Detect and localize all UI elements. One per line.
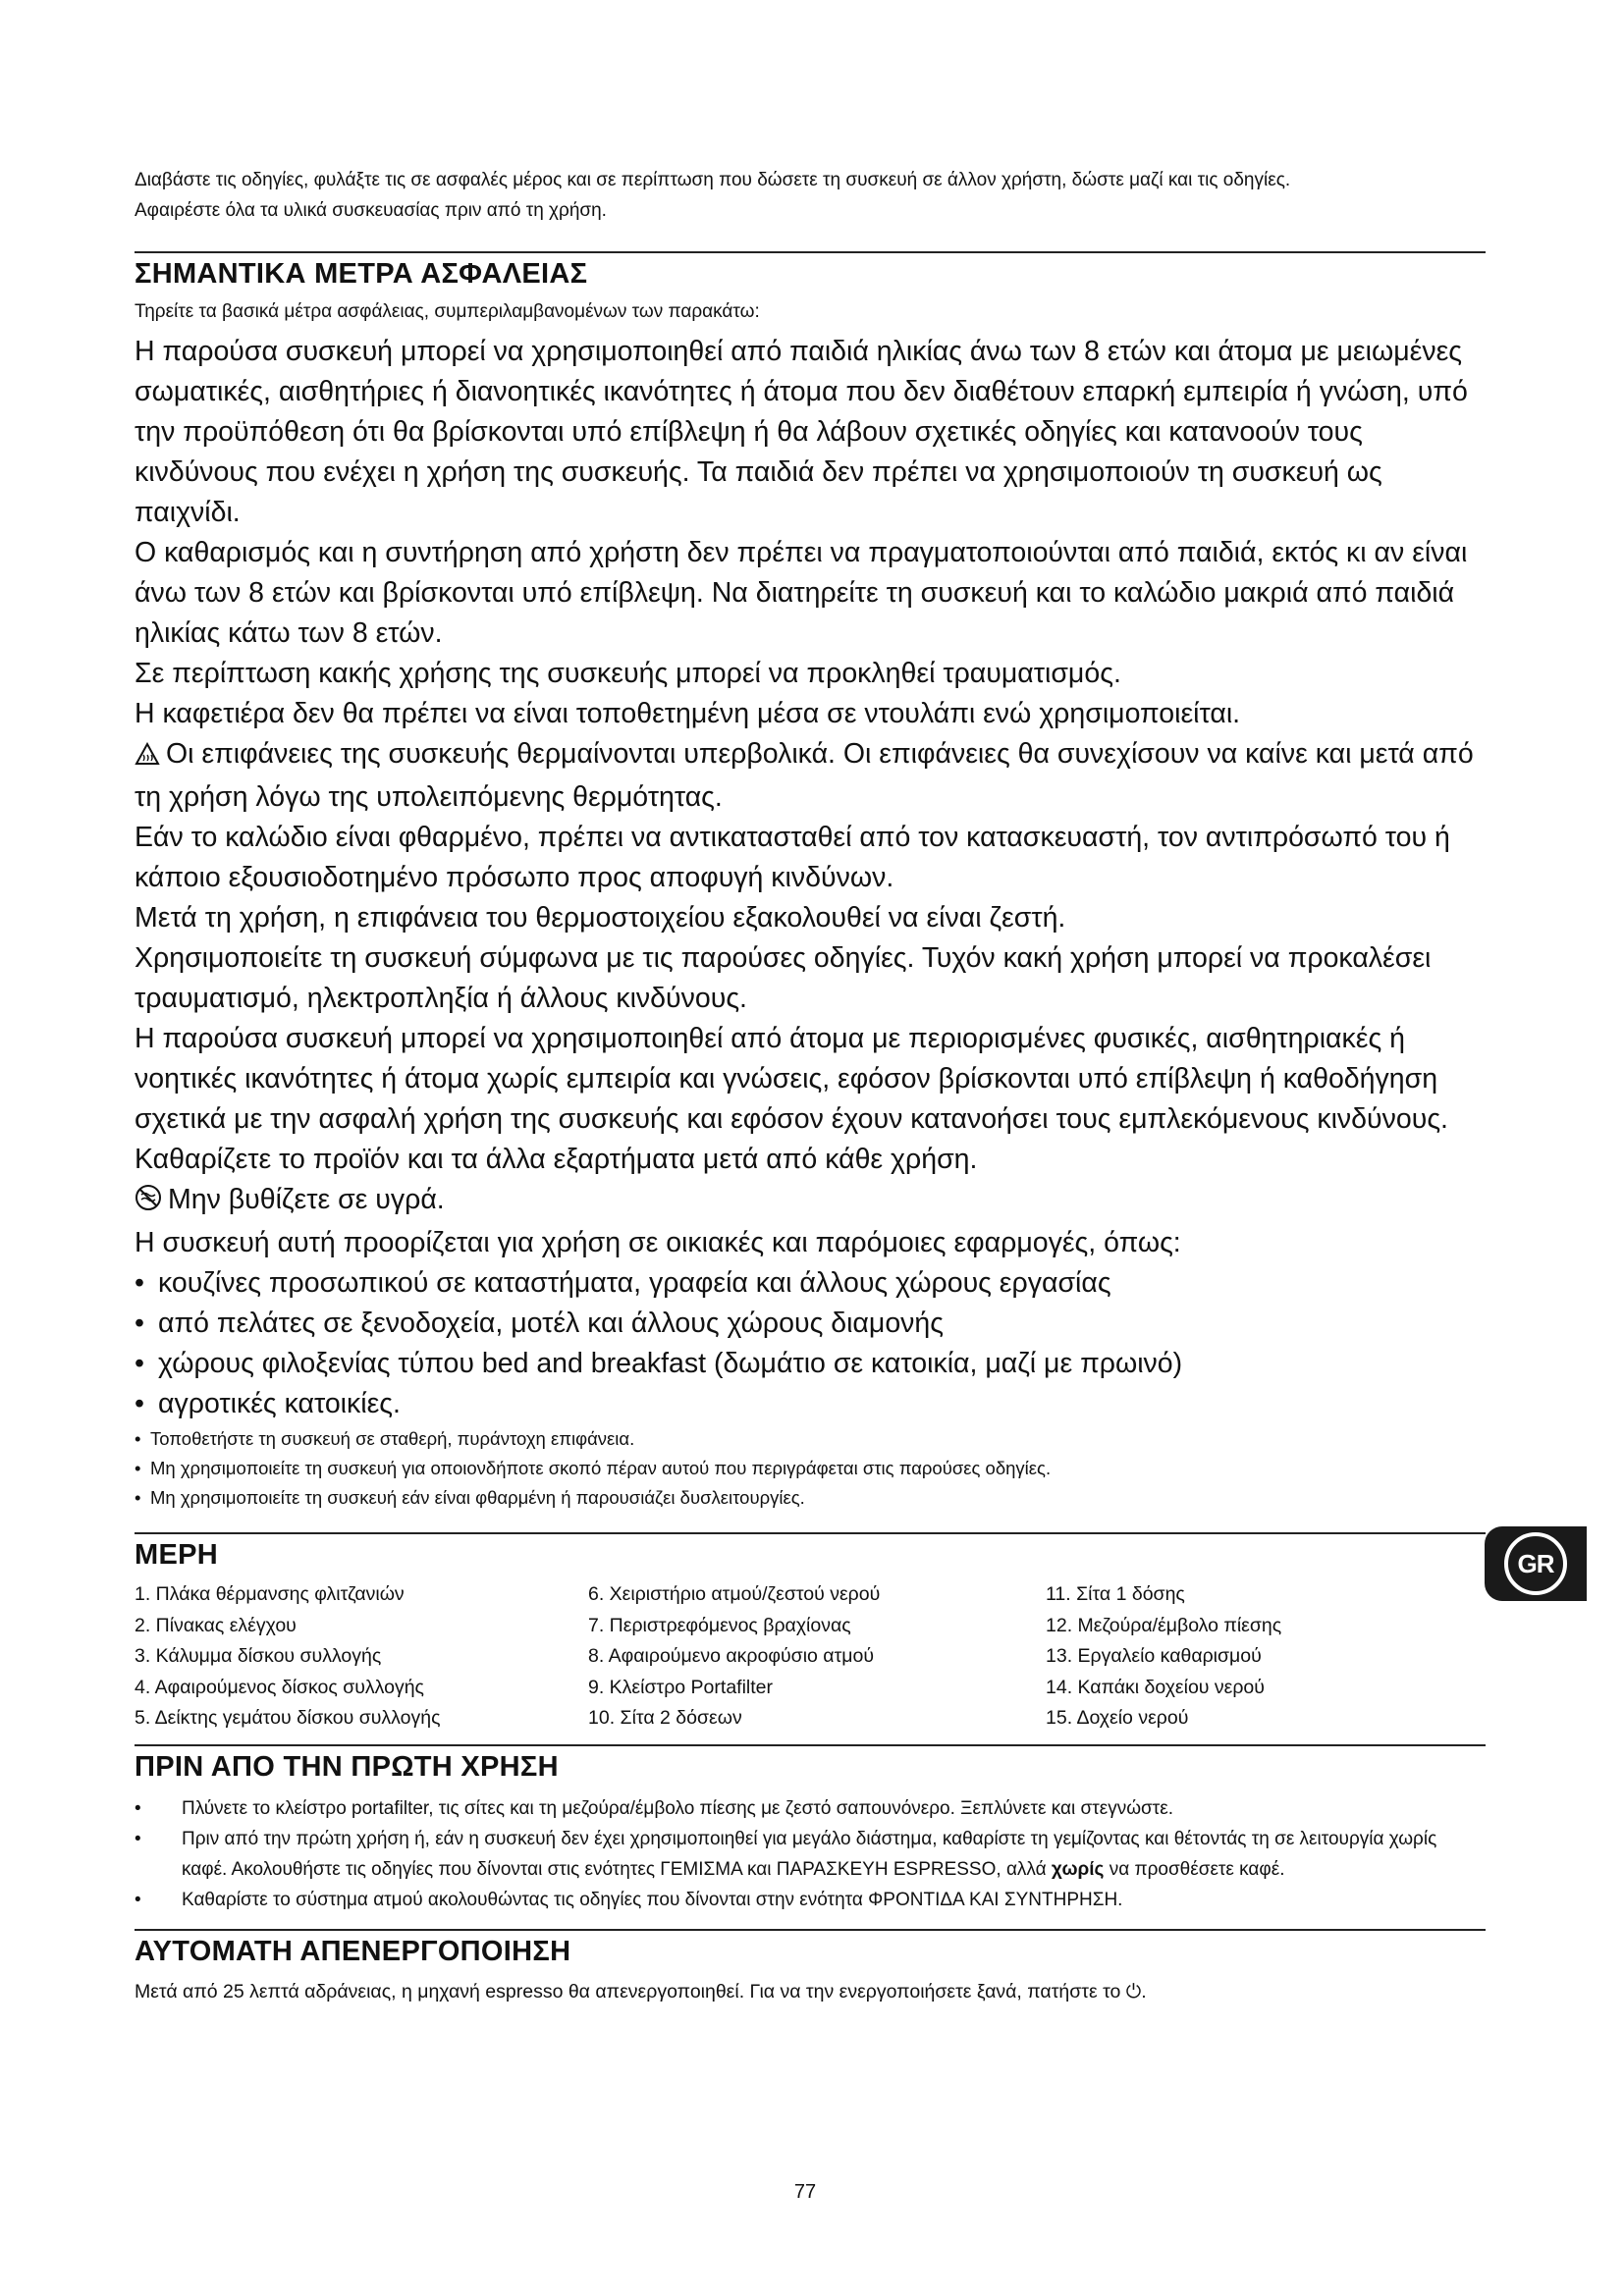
part-item-4: 4. Αφαιρούμενος δίσκος συλλογής	[135, 1676, 424, 1698]
page-number: 77	[793, 2181, 817, 2203]
part-item-10: 10. Σίτα 2 δόσεων	[588, 1707, 742, 1729]
part-item-15: 15. Δοχείο νερού	[1046, 1707, 1189, 1729]
use-item-1: • κουζίνες προσωπικού σε καταστήματα, γραφεία και άλλους χώρους εργασίας	[135, 1263, 1486, 1304]
use-item-3: • χώρους φιλοξενίας τύπου bed and breakfast (δωμάτιο σε κατοικία, μαζί με πρωινό)	[135, 1344, 1486, 1384]
use-item-2: • από πελάτες σε ξενοδοχεία, μοτέλ και άλλους χώρους διαμονής	[135, 1304, 1486, 1344]
part-item-12: 12. Μεζούρα/έμβολο πίεσης	[1046, 1614, 1282, 1636]
parts-column-1	[135, 1579, 584, 1735]
safety-paragraph-8: Χρησιμοποιείτε τη συσκευή σύμφωνα με τις παρούσες οδηγίες. Τυχόν κακή χρήση μπορεί να προκαλέσει τραυματισμό, ηλεκτροπληξία ή άλλους κινδύνους.	[135, 942, 1432, 1014]
safety-paragraph-11	[135, 1180, 1486, 1223]
part-item-8: 8. Αφαιρούμενο ακροφύσιο ατμού	[588, 1645, 875, 1667]
safety-paragraph-5	[135, 734, 1486, 818]
part-item-3: 3. Κάλυμμα δίσκου συλλογής	[135, 1645, 382, 1667]
safety-paragraph-6: Εάν το καλώδιο είναι φθαρμένο, πρέπει να αντικατασταθεί από τον κατασκευαστή, τον αντιπρόσωπό του ή κάποιο εξουσιοδοτημένο πρόσωπο προς αποφυγή κινδύνων.	[135, 822, 1450, 893]
safety-paragraph-10: Καθαρίζετε το προϊόν και τα άλλα εξαρτήματα μετά από κάθε χρήση.	[135, 1144, 978, 1175]
part-item-11: 11. Σίτα 1 δόσης	[1046, 1583, 1185, 1605]
auto-off-text: Μετά από 25 λεπτά αδράνειας, η μηχανή espresso θα απενεργοποιηθεί. Για να την ενεργοποιήσετε ξανά, πατήστε το ⏻.	[135, 1980, 1147, 2002]
power-icon: ⏻	[1125, 1980, 1142, 2002]
first-use-item-1: • Πλύνετε το κλείστρο portafilter, τις σίτες και τη μεζούρα/έμβολο πίεσης με ζεστό σαπουνόνερο. Ξεπλύνετε και στεγνώστε.	[135, 1797, 1174, 1819]
language-badge: GR	[1504, 1532, 1567, 1595]
use-item-4: • αγροτικές κατοικίες.	[135, 1384, 1486, 1424]
first-use-list	[135, 1793, 1486, 1915]
parts-column-3	[1046, 1579, 1468, 1735]
language-tab	[1485, 1526, 1587, 1601]
safety-paragraph-5-text: Οι επιφάνειες της συσκευής θερμαίνονται υπερβολικά. Οι επιφάνειες θα συνεχίσουν να καίνε και μετά από τη χρήση λόγω της υπολειπόμενης θερμότητας.	[135, 738, 1474, 813]
parts-list	[135, 1579, 1486, 1735]
safety-lead: Τηρείτε τα βασικά μέτρα ασφάλειας, συμπεριλαμβανομένων των παρακάτω:	[135, 301, 760, 322]
parts-heading: ΜΕΡΗ	[135, 1532, 1486, 1574]
do-not-immerse-icon	[135, 1183, 162, 1223]
auto-off-heading: ΑΥΤΟΜΑΤΗ ΑΠΕΝΕΡΓΟΠΟΙΗΣΗ	[135, 1929, 1486, 1970]
safety-paragraph-9: Η παρούσα συσκευή μπορεί να χρησιμοποιηθεί από άτομα με περιορισμένες φυσικές, αισθητηριακές ή νοητικές ικανότητες ή άτομα χωρίς εμπειρία και γνώσεις, εφόσον βρίσκονται υπό επίβλεψη ή καθοδήγηση σχετικά με την ασφαλή χρήση της συσκευής και εφόσον έχουν κατανοήσει τους εμπλεκόμενους κινδύνους.	[135, 1023, 1448, 1135]
first-use-heading: ΠΡΙΝ ΑΠΟ ΤΗΝ ΠΡΩΤΗ ΧΡΗΣΗ	[135, 1744, 1486, 1786]
small-bullet-1: • Τοποθετήστε τη συσκευή σε σταθερή, πυράντοχη επιφάνεια.	[135, 1424, 1486, 1454]
part-item-6: 6. Χειριστήριο ατμού/ζεστού νερού	[588, 1583, 881, 1605]
intro-line-1: Διαβάστε τις οδηγίες, φυλάξτε τις σε ασφαλές μέρος και σε περίπτωση που δώσετε τη συσκευή σε άλλον χρήστη, δώστε μαζί και τις οδηγίες.	[135, 170, 1291, 190]
part-item-7: 7. Περιστρεφόμενος βραχίονας	[588, 1614, 851, 1636]
page-content	[135, 165, 1486, 2007]
safety-paragraph-4: Η καφετιέρα δεν θα πρέπει να είναι τοποθετημένη μέσα σε ντουλάπι ενώ χρησιμοποιείται.	[135, 698, 1241, 729]
safety-heading: ΣΗΜΑΝΤΙΚΑ ΜΕΤΡΑ ΑΣΦΑΛΕΙΑΣ	[135, 251, 1486, 293]
part-item-13: 13. Εργαλείο καθαρισμού	[1046, 1645, 1262, 1667]
safety-paragraph-2: Ο καθαρισμός και η συντήρηση από χρήστη δεν πρέπει να πραγματοποιούνται από παιδιά, εκτός κι αν είναι άνω των 8 ετών και βρίσκονται υπό επίβλεψη. Να διατηρείτε τη συσκευή και το καλώδιο μακριά από παιδιά ηλικίας κάτω των 8 ετών.	[135, 537, 1468, 649]
small-bullet-3: • Μη χρησιμοποιείτε τη συσκευή εάν είναι φθαρμένη ή παρουσιάζει δυσλειτουργίες.	[135, 1483, 1486, 1513]
part-item-14: 14. Καπάκι δοχείου νερού	[1046, 1676, 1265, 1698]
part-item-5: 5. Δείκτης γεμάτου δίσκου συλλογής	[135, 1707, 441, 1729]
part-item-9: 9. Κλείστρο Portafilter	[588, 1676, 774, 1698]
safety-paragraph-12: Η συσκευή αυτή προορίζεται για χρήση σε οικιακές και παρόμοιες εφαρμογές, όπως:	[135, 1227, 1181, 1258]
first-use-item-3: • Καθαρίστε το σύστημα ατμού ακολουθώντας τις οδηγίες που δίνονται στην ενότητα ΦΡΟΝΤΙΔΑ ΚΑΙ ΣΥΝΤΗΡΗΣΗ.	[135, 1889, 1123, 1910]
intro-line-2: Αφαιρέστε όλα τα υλικά συσκευασίας πριν από τη χρήση.	[135, 200, 607, 221]
safety-paragraph-11-text: Μην βυθίζετε σε υγρά.	[168, 1184, 445, 1215]
first-use-item-2: • Πριν από την πρώτη χρήση ή, εάν η συσκευή δεν έχει χρησιμοποιηθεί για μεγάλο διάστημα, καθαρίστε τη γεμίζοντας και θέτοντάς τη σε λειτουργία χωρίς καφέ. Ακολουθήστε τις οδηγίες που δίνονται στις ενότητες ΓΕΜΙΣΜΑ και ΠΑΡΑΣΚΕΥΗ ESPRESSO, αλλά χωρίς να προσθέσετε καφέ.	[135, 1828, 1437, 1880]
part-item-1: 1. Πλάκα θέρμανσης φλιτζανιών	[135, 1583, 405, 1605]
safety-paragraph-1: Η παρούσα συσκευή μπορεί να χρησιμοποιηθεί από παιδιά ηλικίας άνω των 8 ετών και άτομα με μειωμένες σωματικές, αισθητήριες ή διανοητικές ικανότητες ή άτομα που δεν διαθέτουν επαρκή εμπειρία ή γνώση, υπό την προϋπόθεση ότι θα βρίσκονται υπό επίβλεψη ή θα λάβουν σχετικές οδηγίες και κατανοούν τους κινδύνους που ενέχει η χρήση της συσκευής. Τα παιδιά δεν πρέπει να χρησιμοποιούν τη συσκευή ως παιχνίδι.	[135, 336, 1468, 528]
safety-paragraph-7: Μετά τη χρήση, η επιφάνεια του θερμοστοιχείου εξακολουθεί να είναι ζεστή.	[135, 902, 1066, 934]
part-item-2: 2. Πίνακας ελέγχου	[135, 1614, 297, 1636]
small-bullet-2: • Μη χρησιμοποιείτε τη συσκευή για οποιονδήποτε σκοπό πέραν αυτού που περιγράφεται στις παρούσες οδηγίες.	[135, 1454, 1486, 1483]
safety-paragraph-3: Σε περίπτωση κακής χρήσης της συσκευής μπορεί να προκληθεί τραυματισμός.	[135, 658, 1121, 689]
hot-surface-warning-icon	[135, 737, 160, 777]
parts-column-2	[584, 1579, 1046, 1735]
